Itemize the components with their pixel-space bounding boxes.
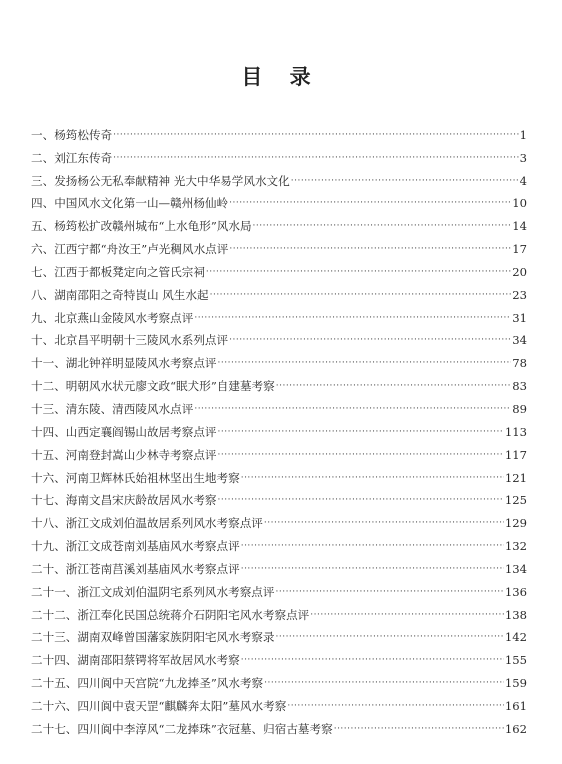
toc-page-number: 89 <box>512 401 527 416</box>
toc-entry[interactable] <box>31 119 527 142</box>
toc-entry-title: 十四、山西定襄阎锡山故居考察点评 <box>31 424 217 439</box>
dot-leader <box>310 608 504 622</box>
toc-entry-title: 二十二、浙江奉化民国总统蒋介石阴阳宅风水考察点评 <box>31 607 310 622</box>
toc-page-number: 20 <box>512 264 527 279</box>
toc-entry-title: 十六、河南卫辉林氏始祖林坚出生地考察 <box>31 470 240 485</box>
toc-entry[interactable] <box>31 485 527 508</box>
dot-leader <box>229 333 511 347</box>
toc-entry[interactable] <box>31 439 527 462</box>
toc-page-number: 113 <box>504 424 527 439</box>
toc-page-number: 3 <box>519 150 527 165</box>
toc-page-number: 4 <box>519 173 527 188</box>
toc-entry[interactable] <box>31 210 527 233</box>
toc-entry[interactable] <box>31 393 527 416</box>
toc-page-number: 17 <box>512 242 527 257</box>
toc-entry[interactable] <box>31 713 527 736</box>
toc-page-number: 31 <box>512 310 527 325</box>
toc-page-number: 161 <box>504 698 527 713</box>
toc-entry-title: 五、杨筠松扩改赣州城布“上水龟形”风水局 <box>31 219 252 234</box>
toc-entry-title: 二十、浙江苍南莒溪刘基庙风水考察点评 <box>31 561 240 576</box>
toc-entry-title: 十五、河南登封嵩山少林寺考察点评 <box>31 447 217 462</box>
dot-leader <box>218 448 504 462</box>
toc-entry-title: 二、刘江东传奇 <box>31 150 113 165</box>
dot-leader <box>194 402 511 416</box>
toc-entry[interactable] <box>31 690 527 713</box>
toc-entry[interactable] <box>31 462 527 485</box>
toc-entry-title: 十八、浙江文成刘伯温故居系列风水考察点评 <box>31 516 263 531</box>
toc-entry-title: 二十七、四川阆中李淳风“二龙捧珠”衣冠墓、归宿古墓考察 <box>31 721 333 736</box>
toc-entry-title: 四、中国风水文化第一山—赣州杨仙岭 <box>31 196 229 211</box>
toc-entry-title: 二十六、四川阆中袁天罡“麒麟奔太阳”墓风水考察 <box>31 698 287 713</box>
toc-entry-title: 二十三、湖南双峰曾国藩家族阴阳宅风水考察录 <box>31 630 275 645</box>
toc-entry-title: 一、杨筠松传奇 <box>31 127 113 142</box>
toc-page-number: 155 <box>504 653 527 668</box>
toc-page-number: 14 <box>512 219 527 234</box>
dot-leader <box>287 699 504 713</box>
toc-page-number: 159 <box>504 676 527 691</box>
toc-page-number: 83 <box>512 379 527 394</box>
dot-leader <box>206 265 511 279</box>
toc-entry-title: 八、湖南邵阳之奇特崀山 风生水起 <box>31 287 209 302</box>
toc-page-number: 23 <box>512 287 527 302</box>
toc-page-number: 132 <box>504 539 527 554</box>
toc-entry-title: 十七、海南文昌宋庆龄故居风水考察 <box>31 493 217 508</box>
dot-leader <box>229 242 511 256</box>
toc-entry[interactable] <box>31 347 527 370</box>
toc-entry-title: 七、江西于都板凳定向之管氏宗祠 <box>31 264 205 279</box>
dot-leader <box>276 379 512 393</box>
dot-leader <box>275 585 503 599</box>
toc-page-number: 78 <box>512 356 527 371</box>
dot-leader <box>291 174 519 188</box>
dot-leader <box>210 288 512 302</box>
toc-entry[interactable] <box>31 233 527 256</box>
toc-entry[interactable] <box>31 576 527 599</box>
dot-leader <box>334 722 504 736</box>
toc-entry-title: 十一、湖北钟祥明显陵风水考察点评 <box>31 356 217 371</box>
toc-entry-title: 十二、明朝风水状元廖文政“眠犬形”自建墓考察 <box>31 379 275 394</box>
toc-entry[interactable] <box>31 507 527 530</box>
dot-leader <box>218 425 504 439</box>
toc-entry[interactable] <box>31 256 527 279</box>
toc-entry-title: 九、北京燕山金陵风水考察点评 <box>31 310 194 325</box>
dot-leader <box>229 196 511 210</box>
toc-entry[interactable] <box>31 302 527 325</box>
toc-entry[interactable] <box>31 599 527 622</box>
toc-entry-title: 十、北京昌平明朝十三陵风水系列点评 <box>31 333 229 348</box>
toc-page-number: 117 <box>504 447 527 462</box>
dot-leader <box>218 493 504 507</box>
toc-entry-title: 三、发扬杨公无私奉献精神 光大中华易学风水文化 <box>31 173 290 188</box>
dot-leader <box>253 219 512 233</box>
toc-entry[interactable] <box>31 553 527 576</box>
toc-entry-title: 六、江西宁都“舟汝王”卢光稠风水点评 <box>31 242 229 257</box>
toc-entry[interactable] <box>31 279 527 302</box>
toc-entry[interactable] <box>31 370 527 393</box>
toc-page-number: 121 <box>504 470 527 485</box>
dot-leader <box>241 562 504 576</box>
dot-leader <box>218 356 512 370</box>
toc-page-number: 125 <box>504 493 527 508</box>
dot-leader <box>264 676 504 690</box>
toc-page-number: 1 <box>519 127 527 142</box>
dot-leader <box>275 630 503 644</box>
toc-page-number: 142 <box>504 630 527 645</box>
dot-leader <box>241 471 504 485</box>
dot-leader <box>113 151 518 165</box>
toc-entry[interactable] <box>31 530 527 553</box>
toc-entry-title: 十三、清东陵、清西陵风水点评 <box>31 401 194 416</box>
toc-entry[interactable] <box>31 416 527 439</box>
table-of-contents <box>31 119 527 736</box>
toc-page-number: 134 <box>504 561 527 576</box>
toc-entry-title: 二十一、浙江文成刘伯温阴宅系列风水考察点评 <box>31 584 275 599</box>
toc-page-number: 136 <box>504 584 527 599</box>
toc-entry-title: 二十四、湖南邵阳蔡锷将军故居风水考察 <box>31 653 240 668</box>
dot-leader <box>241 539 504 553</box>
toc-page-number: 162 <box>504 721 527 736</box>
toc-page-number: 34 <box>512 333 527 348</box>
toc-entry[interactable] <box>31 325 527 348</box>
toc-entry[interactable] <box>31 165 527 188</box>
dot-leader <box>241 653 504 667</box>
toc-entry[interactable] <box>31 667 527 690</box>
toc-page-number: 138 <box>504 607 527 622</box>
page-title: 目 录 <box>241 65 321 89</box>
toc-entry[interactable] <box>31 142 527 165</box>
toc-entry[interactable] <box>31 622 527 645</box>
toc-entry-title: 二十五、四川阆中天宫院“九龙捧圣”风水考察 <box>31 676 264 691</box>
dot-leader <box>194 311 511 325</box>
toc-entry[interactable] <box>31 188 527 211</box>
toc-page-number: 10 <box>512 196 527 211</box>
toc-entry[interactable] <box>31 644 527 667</box>
dot-leader <box>113 128 518 142</box>
toc-page-number: 129 <box>504 516 527 531</box>
toc-entry-title: 十九、浙江文成苍南刘基庙风水考察点评 <box>31 539 240 554</box>
dot-leader <box>264 516 504 530</box>
